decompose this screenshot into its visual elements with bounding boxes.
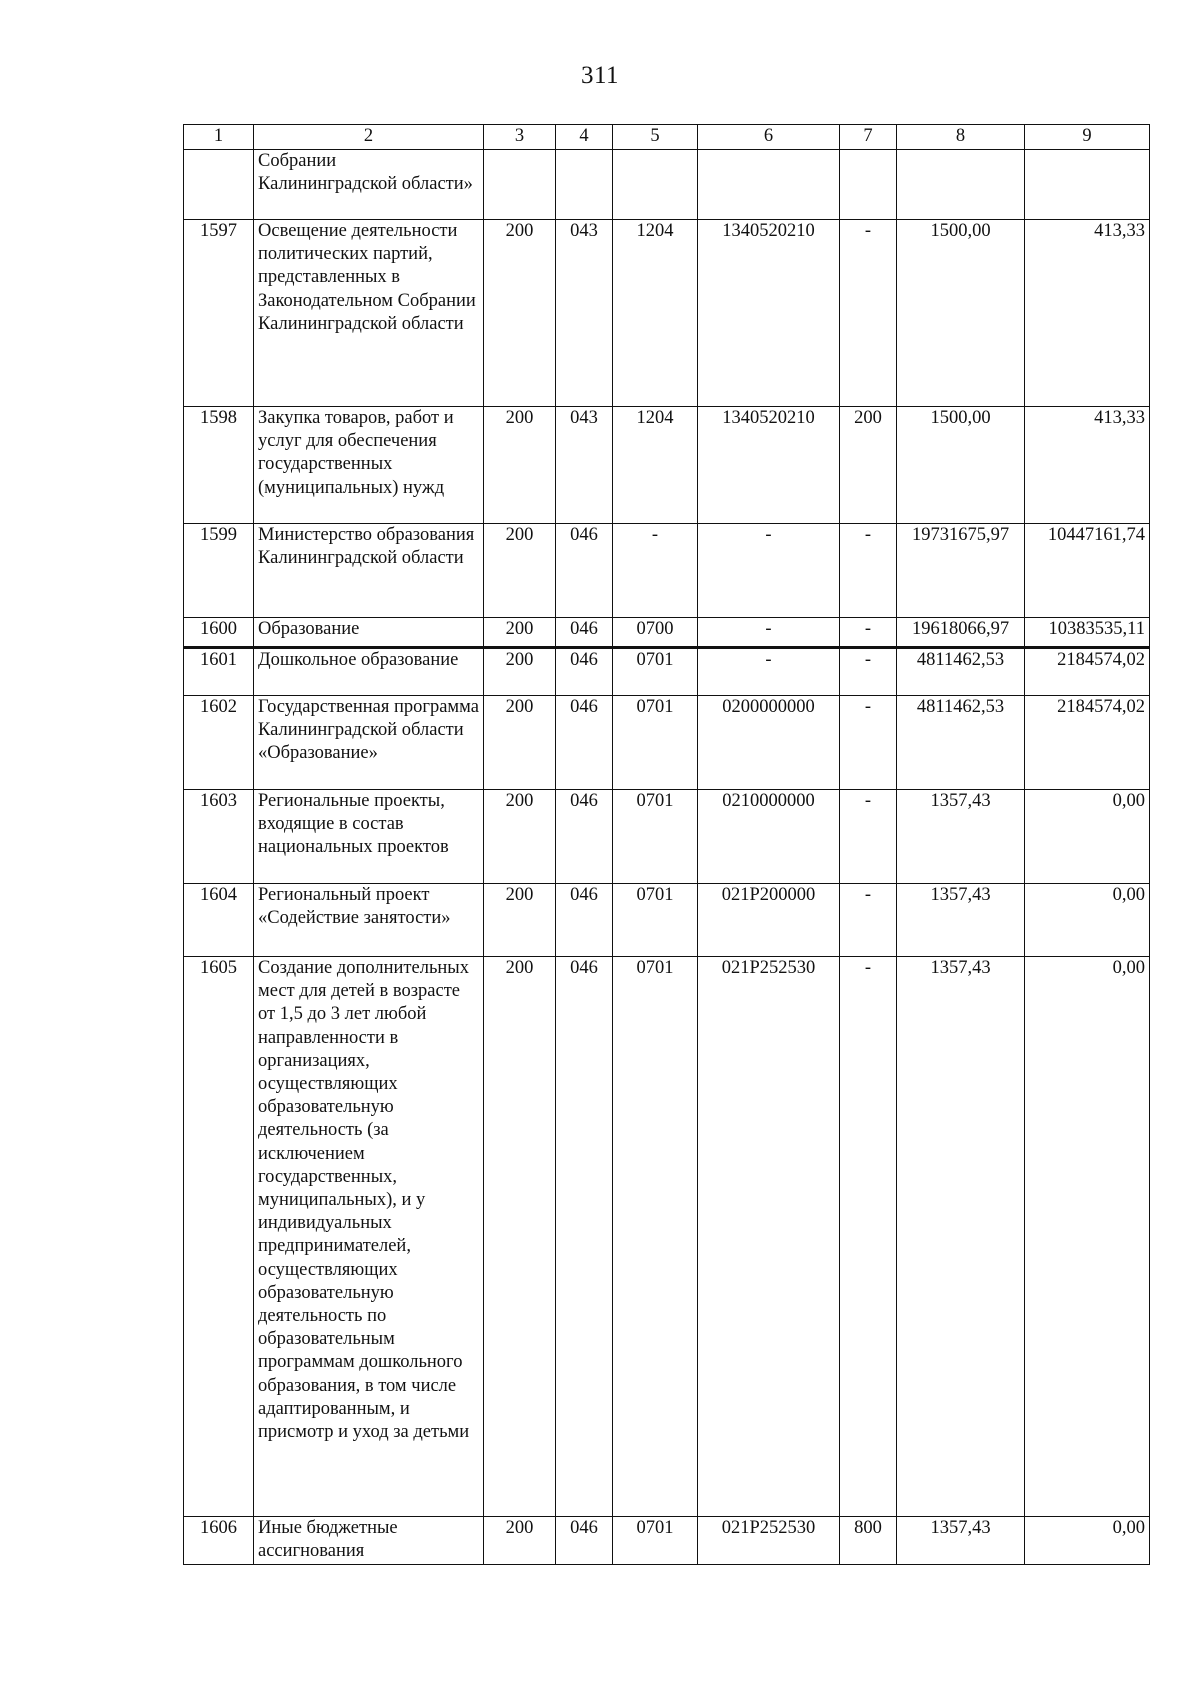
cell-c8: 4811462,53 xyxy=(897,696,1025,790)
row-number: 1601 xyxy=(184,648,254,696)
table-row xyxy=(184,150,1150,220)
column-header: 1 xyxy=(184,125,254,150)
cell-c9: 0,00 xyxy=(1025,884,1150,957)
column-header: 9 xyxy=(1025,125,1150,150)
cell-c3: 200 xyxy=(484,220,556,407)
cell-c5: 0701 xyxy=(613,696,698,790)
cell-c4: 046 xyxy=(556,790,613,884)
table-header-row xyxy=(184,125,1150,150)
cell-c6: - xyxy=(698,524,840,618)
column-header: 7 xyxy=(840,125,897,150)
budget-table xyxy=(183,124,1150,1565)
row-number: 1599 xyxy=(184,524,254,618)
cell-c7: - xyxy=(840,790,897,884)
cell-c5: 1204 xyxy=(613,407,698,524)
row-number xyxy=(184,150,254,220)
row-name: Региональный проект «Содействие занятости» xyxy=(254,884,484,957)
cell-c8: 19618066,97 xyxy=(897,618,1025,648)
cell-c4: 046 xyxy=(556,648,613,696)
cell-c9: 0,00 xyxy=(1025,957,1150,1517)
cell-c8 xyxy=(897,150,1025,220)
cell-c7: 200 xyxy=(840,407,897,524)
cell-c6: 021P200000 xyxy=(698,884,840,957)
table-row xyxy=(184,696,1150,790)
cell-c3: 200 xyxy=(484,648,556,696)
cell-c7: - xyxy=(840,618,897,648)
row-number: 1597 xyxy=(184,220,254,407)
cell-c6: 0200000000 xyxy=(698,696,840,790)
cell-c9: 10383535,11 xyxy=(1025,618,1150,648)
column-header: 3 xyxy=(484,125,556,150)
cell-c3: 200 xyxy=(484,407,556,524)
cell-c8: 1357,43 xyxy=(897,1517,1025,1565)
cell-c4 xyxy=(556,150,613,220)
row-number: 1603 xyxy=(184,790,254,884)
cell-c3: 200 xyxy=(484,790,556,884)
row-name: Дошкольное образование xyxy=(254,648,484,696)
cell-c9: 2184574,02 xyxy=(1025,648,1150,696)
column-header: 6 xyxy=(698,125,840,150)
table-row xyxy=(184,618,1150,648)
cell-c6: 021P252530 xyxy=(698,1517,840,1565)
cell-c7: - xyxy=(840,957,897,1517)
cell-c7 xyxy=(840,150,897,220)
column-header: 5 xyxy=(613,125,698,150)
row-number: 1602 xyxy=(184,696,254,790)
cell-c8: 19731675,97 xyxy=(897,524,1025,618)
cell-c8: 1357,43 xyxy=(897,957,1025,1517)
cell-c4: 046 xyxy=(556,524,613,618)
table-row xyxy=(184,1517,1150,1565)
row-name: Собрании Калининградской области» xyxy=(254,150,484,220)
row-number: 1606 xyxy=(184,1517,254,1565)
cell-c8: 1500,00 xyxy=(897,220,1025,407)
row-number: 1604 xyxy=(184,884,254,957)
cell-c7: 800 xyxy=(840,1517,897,1565)
table-row xyxy=(184,407,1150,524)
column-header: 4 xyxy=(556,125,613,150)
cell-c8: 1357,43 xyxy=(897,884,1025,957)
row-name: Образование xyxy=(254,618,484,648)
cell-c9: 0,00 xyxy=(1025,1517,1150,1565)
cell-c9 xyxy=(1025,150,1150,220)
cell-c3: 200 xyxy=(484,1517,556,1565)
cell-c3: 200 xyxy=(484,957,556,1517)
cell-c4: 046 xyxy=(556,957,613,1517)
row-name: Закупка товаров, работ и услуг для обеспечения государственных (муниципальных) нужд xyxy=(254,407,484,524)
cell-c3: 200 xyxy=(484,524,556,618)
cell-c8: 4811462,53 xyxy=(897,648,1025,696)
cell-c6: - xyxy=(698,618,840,648)
cell-c9: 413,33 xyxy=(1025,407,1150,524)
table-row xyxy=(184,220,1150,407)
row-number: 1605 xyxy=(184,957,254,1517)
cell-c4: 046 xyxy=(556,696,613,790)
page-number: 311 xyxy=(580,62,620,89)
row-number: 1598 xyxy=(184,407,254,524)
cell-c5: 0701 xyxy=(613,648,698,696)
cell-c9: 413,33 xyxy=(1025,220,1150,407)
cell-c5: 0701 xyxy=(613,957,698,1517)
cell-c4: 046 xyxy=(556,618,613,648)
cell-c7: - xyxy=(840,884,897,957)
cell-c7: - xyxy=(840,648,897,696)
cell-c6: - xyxy=(698,648,840,696)
cell-c9: 2184574,02 xyxy=(1025,696,1150,790)
cell-c7: - xyxy=(840,524,897,618)
cell-c6 xyxy=(698,150,840,220)
table-row xyxy=(184,957,1150,1517)
cell-c5: 0701 xyxy=(613,884,698,957)
column-header: 2 xyxy=(254,125,484,150)
row-name: Освещение деятельности политических партий, представленных в Законодательном Собрании Калининградской области xyxy=(254,220,484,407)
cell-c3: 200 xyxy=(484,618,556,648)
row-name: Государственная программа Калининградской области «Образование» xyxy=(254,696,484,790)
cell-c6: 021P252530 xyxy=(698,957,840,1517)
cell-c3: 200 xyxy=(484,696,556,790)
row-name: Региональные проекты, входящие в состав национальных проектов xyxy=(254,790,484,884)
cell-c5 xyxy=(613,150,698,220)
cell-c7: - xyxy=(840,220,897,407)
row-name: Министерство образования Калининградской области xyxy=(254,524,484,618)
row-name: Иные бюджетные ассигнования xyxy=(254,1517,484,1565)
cell-c4: 043 xyxy=(556,220,613,407)
cell-c4: 046 xyxy=(556,884,613,957)
cell-c7: - xyxy=(840,696,897,790)
cell-c5: 1204 xyxy=(613,220,698,407)
cell-c6: 1340520210 xyxy=(698,220,840,407)
table-row xyxy=(184,884,1150,957)
table-row xyxy=(184,790,1150,884)
cell-c4: 043 xyxy=(556,407,613,524)
cell-c5: - xyxy=(613,524,698,618)
cell-c5: 0700 xyxy=(613,618,698,648)
cell-c8: 1500,00 xyxy=(897,407,1025,524)
row-name: Создание дополнительных мест для детей в возрасте от 1,5 до 3 лет любой направленности в организациях, осуществляющих образовательную деятельность (за исключением государственных, муниципальных), и у индивидуальных предпринимателей, осуществляющих образовательную деятельность по образовательным программам дошкольного образования, в том числе адаптированным, и присмотр и уход за детьми xyxy=(254,957,484,1517)
cell-c3 xyxy=(484,150,556,220)
cell-c8: 1357,43 xyxy=(897,790,1025,884)
cell-c6: 1340520210 xyxy=(698,407,840,524)
table-row xyxy=(184,524,1150,618)
cell-c5: 0701 xyxy=(613,790,698,884)
cell-c5: 0701 xyxy=(613,1517,698,1565)
cell-c6: 0210000000 xyxy=(698,790,840,884)
row-number: 1600 xyxy=(184,618,254,648)
cell-c9: 10447161,74 xyxy=(1025,524,1150,618)
table-row xyxy=(184,648,1150,696)
column-header: 8 xyxy=(897,125,1025,150)
cell-c9: 0,00 xyxy=(1025,790,1150,884)
cell-c4: 046 xyxy=(556,1517,613,1565)
cell-c3: 200 xyxy=(484,884,556,957)
